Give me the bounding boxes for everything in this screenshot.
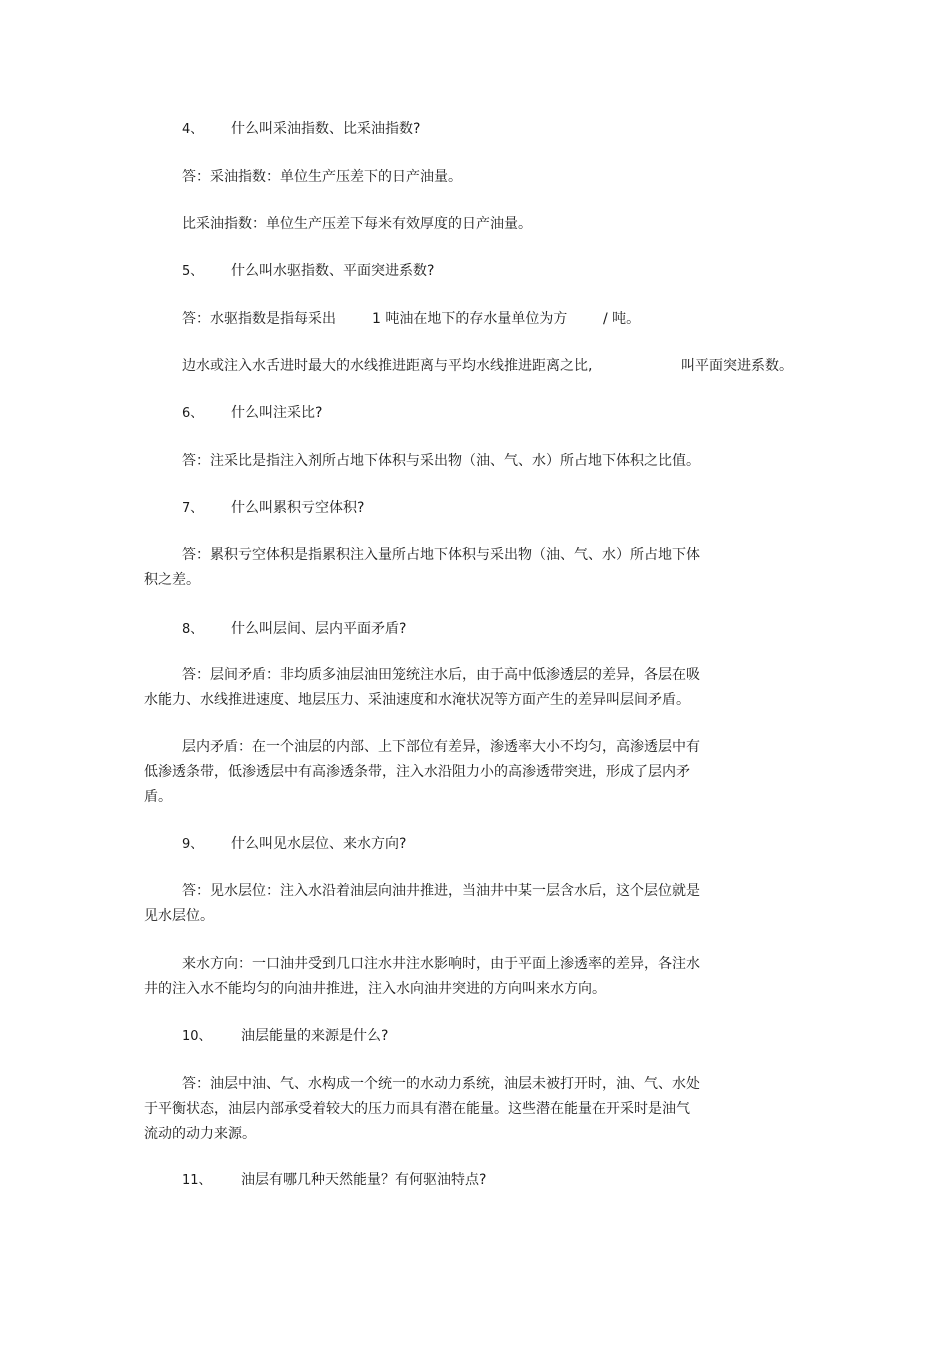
question-number: 11、 (182, 1173, 212, 1188)
question-title: 什么叫采油指数、比采油指数? (231, 121, 421, 137)
answer-line: 流动的动力来源。 (144, 1126, 256, 1142)
answer-line: 答：见水层位：注入水沿着油层向油井推进，当油井中某一层含水后，这个层位就是 (182, 883, 700, 899)
question-title: 什么叫累积亏空体积? (231, 500, 365, 516)
answer-line: 答：水驱指数是指每采出 (182, 311, 336, 327)
question-title: 什么叫层间、层内平面矛盾? (231, 621, 407, 637)
answer-line: 井的注入水不能均匀的向油井推进，注入水向油井突进的方向叫来水方向。 (144, 981, 606, 997)
answer-line: 来水方向：一口油井受到几口注水井注水影响时，由于平面上渗透率的差异，各注水 (182, 956, 700, 972)
question-number: 9、 (182, 837, 204, 852)
answer-line: / 吨。 (603, 311, 641, 327)
question-number: 6、 (182, 406, 204, 421)
question-number: 4、 (182, 122, 204, 137)
answer-line: 答：采油指数：单位生产压差下的日产油量。 (182, 169, 462, 185)
answer-line: 边水或注入水舌进时最大的水线推进距离与平均水线推进距离之比, (182, 358, 593, 374)
answer-line: 答：注采比是指注入剂所占地下体积与采出物（油、气、水）所占地下体积之比值。 (182, 453, 700, 469)
answer-line: 积之差。 (144, 572, 200, 588)
question-number: 7、 (182, 501, 204, 516)
question-number: 10、 (182, 1029, 212, 1044)
answer-line: 1 吨油在地下的存水量单位为方 (372, 311, 568, 327)
answer-line: 盾。 (144, 789, 172, 805)
answer-line: 水能力、水线推进速度、地层压力、采油速度和水淹状况等方面产生的差异叫层间矛盾。 (144, 692, 690, 708)
answer-line: 层内矛盾：在一个油层的内部、上下部位有差异，渗透率大小不均匀，高渗透层中有 (182, 739, 700, 755)
answer-line: 答：层间矛盾：非均质多油层油田笼统注水后，由于高中低渗透层的差异，各层在吸 (182, 667, 700, 683)
answer-line: 答：油层中油、气、水构成一个统一的水动力系统，油层未被打开时，油、气、水处 (182, 1076, 700, 1092)
question-title: 什么叫注采比? (231, 405, 323, 421)
question-number: 5、 (182, 264, 204, 279)
question-title: 什么叫水驱指数、平面突进系数? (231, 263, 435, 279)
question-number: 8、 (182, 622, 204, 637)
question-title: 油层有哪几种天然能量？有何驱油特点? (241, 1172, 487, 1188)
answer-line: 叫平面突进系数。 (681, 358, 793, 374)
question-title: 油层能量的来源是什么? (241, 1028, 389, 1044)
answer-line: 见水层位。 (144, 908, 214, 924)
answer-line: 低渗透条带，低渗透层中有高渗透条带，注入水沿阻力小的高渗透带突进，形成了层内矛 (144, 764, 690, 780)
answer-line: 比采油指数：单位生产压差下每米有效厚度的日产油量。 (182, 216, 532, 232)
question-title: 什么叫见水层位、来水方向? (231, 836, 407, 852)
answer-line: 答：累积亏空体积是指累积注入量所占地下体积与采出物（油、气、水）所占地下体 (182, 547, 700, 563)
answer-line: 于平衡状态，油层内部承受着较大的压力而具有潜在能量。这些潜在能量在开采时是油气 (144, 1101, 690, 1117)
